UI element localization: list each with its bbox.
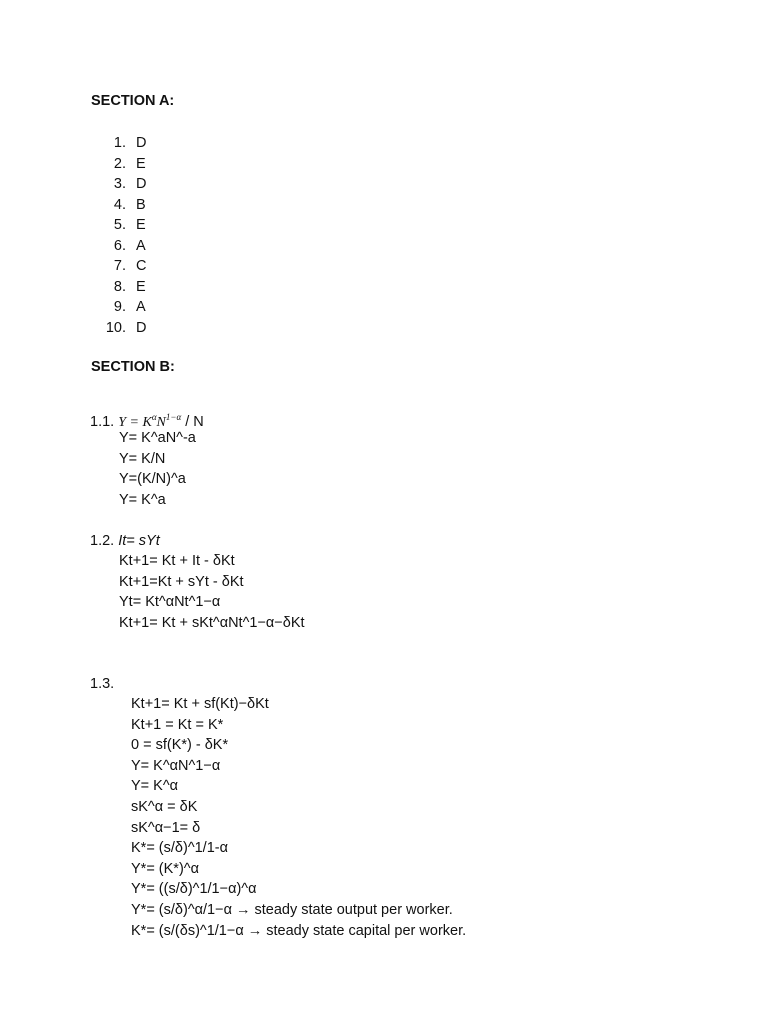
equation-line: Y*= ((s/δ)^1/1−α)^α xyxy=(131,881,257,898)
equation-line: 0 = sf(K*) - δK* xyxy=(131,737,229,754)
answer-item xyxy=(0,195,200,216)
section-a-answer-list xyxy=(0,133,200,338)
equation-line: Y*= (s/δ)^α/1−α → steady state output per worker. xyxy=(131,902,453,918)
equation-line: Y= K^α xyxy=(131,778,179,795)
equation-line: Kt+1=Kt + sYt - δKt xyxy=(119,573,244,590)
answer-letter: D xyxy=(136,176,147,192)
answer-item xyxy=(0,256,200,277)
formula-n: N xyxy=(156,415,166,430)
equation-line: K*= (s/(δs)^1/1−α → steady state capital per worker. xyxy=(131,922,467,939)
formula-exp: 1−α xyxy=(165,412,182,422)
equation-line: Yt= Kt^αNt^1−α xyxy=(119,594,221,611)
answer-letter: A xyxy=(136,237,146,254)
q12-it: It xyxy=(118,533,127,549)
equation-line: Kt+1= Kt + It - δKt xyxy=(119,553,235,569)
answer-letter: C xyxy=(136,258,147,274)
equation-line: Y=(K/N)^a xyxy=(119,471,186,488)
equation-line: Y*= (K*)^α xyxy=(131,860,199,877)
answer-letter: D xyxy=(136,135,147,151)
equation-line: K*= (s/δ)^1/1-α xyxy=(131,840,228,857)
answer-letter: A xyxy=(136,299,146,315)
equation-line: sK^α−1= δ xyxy=(131,819,201,836)
answer-item xyxy=(0,215,200,236)
answer-letter: E xyxy=(136,155,146,172)
q11-formula-suffix: / N xyxy=(181,414,204,430)
answer-item xyxy=(0,297,200,318)
answer-number: 9. xyxy=(113,299,126,315)
answer-letter: D xyxy=(136,319,147,336)
equation-line: sK^α = δK xyxy=(131,799,198,815)
section-a-title: SECTION A: xyxy=(91,93,175,109)
answer-number: 8. xyxy=(113,278,126,295)
q12-first-line xyxy=(90,531,160,551)
formula-k: K xyxy=(142,415,152,430)
equation-line: Y= K^a xyxy=(119,492,166,509)
formula-y: Y xyxy=(118,415,127,430)
answer-letter: E xyxy=(136,278,146,295)
answer-number: 3. xyxy=(113,176,126,192)
q12-first-rest: = sYt xyxy=(126,533,160,549)
answer-item xyxy=(0,154,200,175)
answer-item xyxy=(0,277,200,298)
equation-line: Kt+1= Kt + sKt^αNt^1−α−δKt xyxy=(119,615,305,632)
answer-number: 2. xyxy=(113,155,126,172)
equation-line: Y= K^aN^-a xyxy=(119,430,196,446)
answer-item xyxy=(0,318,200,339)
formula-eq: = xyxy=(126,415,143,430)
answer-item xyxy=(0,236,200,257)
answer-letter: B xyxy=(136,196,146,213)
answer-item xyxy=(0,174,200,195)
answer-number: 1. xyxy=(113,135,126,151)
section-b-title: SECTION B: xyxy=(91,359,175,375)
equation-line: Kt+1 = Kt = K* xyxy=(131,716,224,733)
q12-label: 1.2. xyxy=(90,533,115,549)
answer-item xyxy=(0,133,200,154)
equation-line: Y= K^αN^1−α xyxy=(131,757,221,774)
q11-label: 1.1. xyxy=(90,414,115,430)
equation-line: Y= K/N xyxy=(119,450,166,467)
answer-letter: E xyxy=(136,217,146,233)
answer-number: 6. xyxy=(113,237,126,254)
answer-number: 5. xyxy=(113,217,126,233)
q13-label: 1.3. xyxy=(90,676,115,692)
answer-number: 7. xyxy=(113,258,126,274)
answer-number: 10. xyxy=(105,319,126,336)
answer-number: 4. xyxy=(113,196,126,213)
equation-line: Kt+1= Kt + sf(Kt)−δKt xyxy=(131,696,269,712)
formula-alpha: α xyxy=(151,412,157,422)
